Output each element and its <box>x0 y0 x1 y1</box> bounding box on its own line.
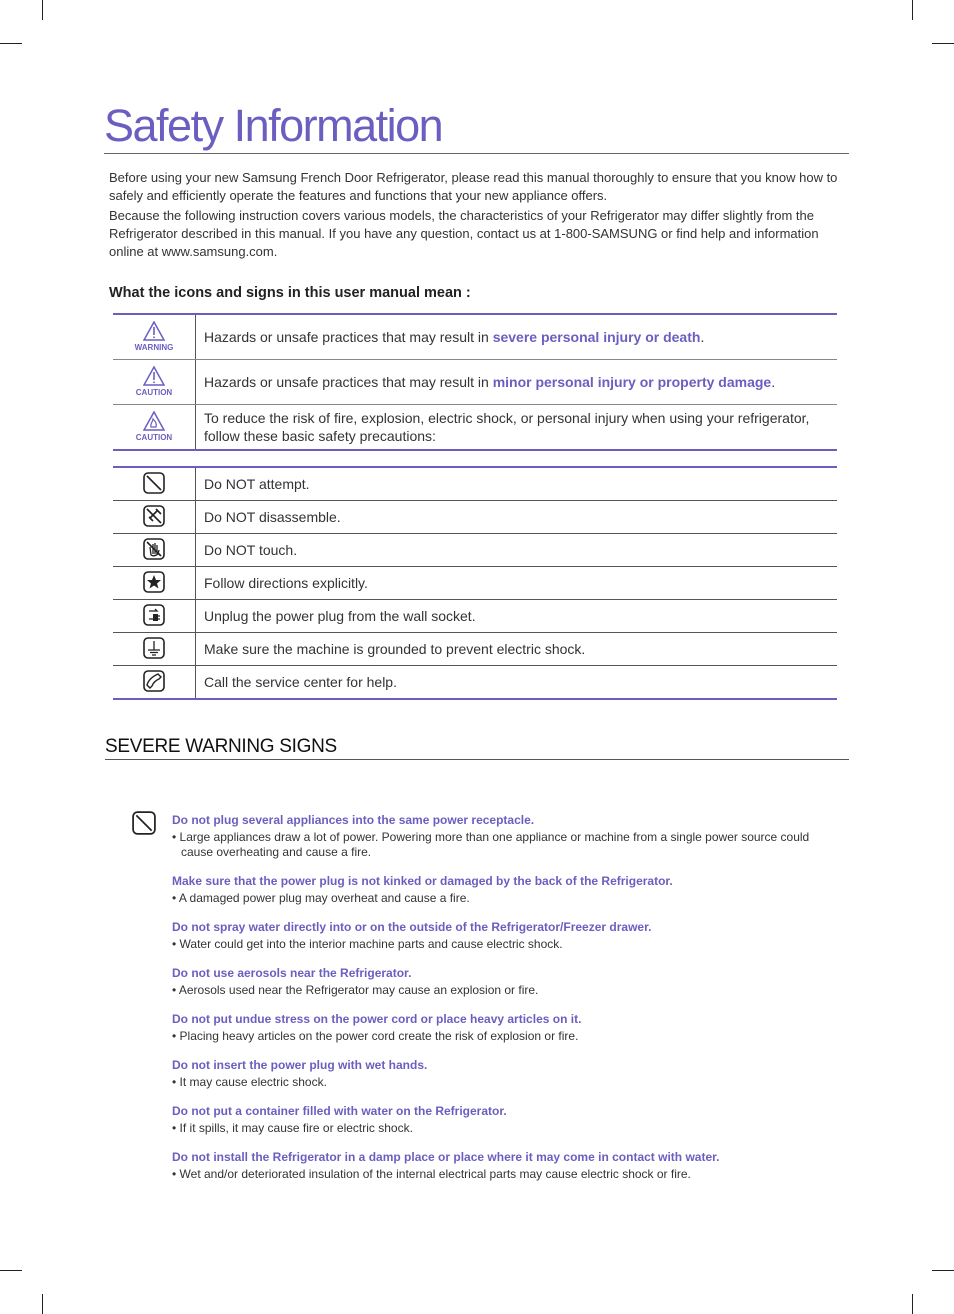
no-disassemble-icon <box>143 514 165 530</box>
caution-fire-triangle-icon <box>136 411 172 442</box>
row-suffix: . <box>771 374 776 390</box>
ground-icon <box>143 646 165 662</box>
warning-bullet: • It may cause electric shock. <box>172 1075 327 1089</box>
symbol-table <box>113 466 837 700</box>
crop-mark <box>912 1294 913 1314</box>
table-row <box>113 534 837 567</box>
signal-label: CAUTION <box>135 388 173 397</box>
intro-paragraph: Because the following instruction covers various models, the characteristics of your Refrigerator may differ slightly from the Refrigerator described in this manual. If you have any question, contact us at 1-800-SAMSUNG or find help and information online at www.samsung.com. <box>109 208 819 259</box>
row-suffix: . <box>700 329 705 345</box>
title-divider <box>104 153 849 154</box>
warning-bullet: • If it spills, it may cause fire or electric shock. <box>172 1121 413 1135</box>
table-row <box>113 633 837 666</box>
warning-bullet: • Large appliances draw a lot of power. Powering more than one appliance or machine from a single power source could cause overheating and cause a fire. <box>172 830 810 859</box>
list-item <box>172 1149 832 1182</box>
table-row <box>113 360 837 405</box>
section-heading: SEVERE WARNING SIGNS <box>105 736 337 757</box>
table-row <box>113 467 837 501</box>
warning-heading: Do not plug several appliances into the same power receptacle. <box>172 813 535 827</box>
table-row <box>113 567 837 600</box>
warning-heading: Do not use aerosols near the Refrigerator. <box>172 966 412 980</box>
table-row <box>113 501 837 534</box>
crop-mark <box>42 1294 43 1314</box>
intro-text <box>109 169 849 263</box>
icons-heading: What the icons and signs in this user manual mean : <box>109 285 471 301</box>
row-text: To reduce the risk of fire, explosion, electric shock, or personal injury when using your refrigerator, follow these basic safety precautions: <box>204 410 810 444</box>
row-highlight: minor personal injury or property damage <box>492 374 772 390</box>
table-row <box>113 405 837 451</box>
list-item <box>172 812 832 860</box>
caution-triangle-icon <box>136 366 172 397</box>
warning-heading: Do not insert the power plug with wet hands. <box>172 1058 428 1072</box>
list-item <box>172 1057 832 1090</box>
section-divider <box>105 759 849 760</box>
warning-heading: Make sure that the power plug is not kinked or damaged by the back of the Refrigerator. <box>172 874 673 888</box>
row-text: Do NOT attempt. <box>196 467 838 501</box>
row-text: Unplug the power plug from the wall socket. <box>196 600 838 633</box>
crop-mark <box>932 1270 954 1271</box>
crop-mark <box>42 0 43 20</box>
table-row <box>113 666 837 700</box>
crop-mark <box>912 0 913 20</box>
row-highlight: severe personal injury or death <box>492 329 701 345</box>
warning-heading: Do not spray water directly into or on the outside of the Refrigerator/Freezer drawer. <box>172 920 652 934</box>
page-title: Safety Information <box>104 100 443 151</box>
phone-icon <box>143 679 165 695</box>
warning-heading: Do not install the Refrigerator in a damp place or place where it may come in contact with water. <box>172 1150 720 1164</box>
warning-bullet: • A damaged power plug may overheat and cause a fire. <box>172 891 470 905</box>
signal-label: WARNING <box>134 343 174 352</box>
list-item <box>172 965 832 998</box>
crop-mark <box>0 1270 22 1271</box>
row-text: Make sure the machine is grounded to prevent electric shock. <box>196 633 838 666</box>
prohibition-icon <box>143 481 165 497</box>
row-text: Do NOT disassemble. <box>196 501 838 534</box>
unplug-icon <box>143 613 165 629</box>
prohibition-icon <box>132 811 156 840</box>
signal-word-table <box>113 313 837 451</box>
list-item <box>172 873 832 906</box>
warning-heading: Do not put undue stress on the power cord or place heavy articles on it. <box>172 1012 582 1026</box>
row-text: Follow directions explicitly. <box>196 567 838 600</box>
warning-bullet: • Aerosols used near the Refrigerator may cause an explosion or fire. <box>172 983 539 997</box>
row-text: Call the service center for help. <box>196 666 838 700</box>
intro-paragraph: Before using your new Samsung French Door Refrigerator, please read this manual thoroughly to ensure that you know how to safely and efficiently operate the features and functions that your new appliance offers. <box>109 170 838 203</box>
row-text: Do NOT touch. <box>196 534 838 567</box>
list-item <box>172 919 832 952</box>
table-row <box>113 314 837 360</box>
signal-label: CAUTION <box>135 433 173 442</box>
list-item <box>172 1011 832 1044</box>
crop-mark <box>932 43 954 44</box>
warning-bullet: • Placing heavy articles on the power cord create the risk of explosion or fire. <box>172 1029 579 1043</box>
warning-triangle-icon <box>135 321 174 352</box>
follow-directions-icon <box>143 580 165 596</box>
list-item <box>172 1103 832 1136</box>
table-row <box>113 600 837 633</box>
row-text: Hazards or unsafe practices that may result in <box>204 329 493 345</box>
row-text: Hazards or unsafe practices that may result in <box>204 374 493 390</box>
warning-bullet: • Water could get into the interior machine parts and cause electric shock. <box>172 937 563 951</box>
crop-mark <box>0 43 22 44</box>
warning-bullet: • Wet and/or deteriorated insulation of the internal electrical parts may cause electric shock or fire. <box>172 1167 691 1181</box>
no-touch-icon <box>143 547 165 563</box>
severe-warning-list <box>172 812 832 1195</box>
warning-heading: Do not put a container filled with water on the Refrigerator. <box>172 1104 507 1118</box>
